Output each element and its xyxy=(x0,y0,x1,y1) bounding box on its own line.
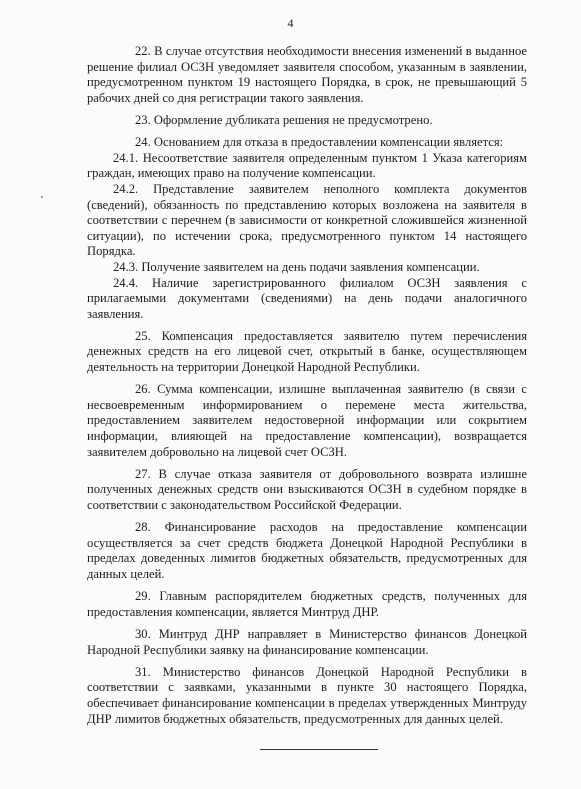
document-body xyxy=(87,44,527,734)
paragraph-24: 24. Основанием для отказа в предоставлении компенсации является: xyxy=(135,135,504,150)
paragraph-24-3: 24.3. Получение заявителем на день подачи заявления компенсации. xyxy=(113,259,480,274)
paragraph-25: 25. Компенсация предоставляется заявителю путем перечисления денежных средств на его лицевой счет, открытый в банке, осуществляющем деятельность на территории Донецкой Народной Республики. xyxy=(87,328,527,375)
page-number: 4 xyxy=(287,16,294,30)
paragraph-29: 29. Главным распорядителем бюджетных средств, полученных для предоставления компенсации, является Минтруд ДНР. xyxy=(87,589,527,619)
paragraph-24-1: 24.1. Несоответствие заявителя определенным пунктом 1 Указа категориям граждан, имеющих право на получение компенсации. xyxy=(87,150,527,181)
paragraph-22: 22. В случае отсутствия необходимости внесения изменений в выданное решение филиал ОСЗН уведомляет заявителя способом, указанным в заявлении, предусмотренном пунктом 19 настоящего Порядка, в срок, не превышающий 5 рабочих дней со дня регистрации такого заявления. xyxy=(87,44,527,105)
paragraph-23: 23. Оформление дубликата решения не предусмотрено. xyxy=(135,112,433,127)
paragraph-31: 31. Министерство финансов Донецкой Народной Республики в соответствии с заявками, указанными в пункте 30 настоящего Порядка, обеспечивает финансирование компенсации в пределах утвержденных Минтруду ДНР лимитов бюджетных обязательств, предусмотренных для данных целей. xyxy=(87,664,527,726)
paragraph-28: 28. Финансирование расходов на предоставление компенсации осуществляется за счет средств бюджета Донецкой Народной Республики в пределах доведенных лимитов бюджетных обязательств, предусмотренных для данных целей. xyxy=(87,520,527,581)
end-of-document-line xyxy=(260,749,378,750)
paragraph-24-2: 24.2. Представление заявителем неполного комплекта документов (сведений), обязанность по представлению которых возложена на заявителя в соответствии с перечнем (в зависимости от конкретной сложившейся жизненной ситуации), по истечении срока, предусмотренного пунктом 14 настоящего Порядка. xyxy=(87,181,527,259)
paragraph-27: 27. В случае отказа заявителя от добровольного возврата излишне полученных денежных средств они взыскиваются ОСЗН в судебном порядке в соответствии с законодательством Российской Федерации. xyxy=(87,466,527,512)
paragraph-24-4: 24.4. Наличие зарегистрированного филиалом ОСЗН заявления с прилагаемыми документами (сведениями) на день подачи аналогичного заявления. xyxy=(87,275,527,321)
paragraph-26: 26. Сумма компенсации, излишне выплаченная заявителю (в связи с несвоевременным информированием о перемене места жительства, предоставлением заявителем недостоверной информации или сокрытием информации, влияющей на предоставление компенсации), возвращается заявителем добровольно на лицевой счет ОСЗН. xyxy=(87,382,527,459)
scan-speck xyxy=(41,196,43,198)
paragraph-30: 30. Минтруд ДНР направляет в Министерство финансов Донецкой Народной Республики заявку на финансирование компенсации. xyxy=(87,626,527,657)
